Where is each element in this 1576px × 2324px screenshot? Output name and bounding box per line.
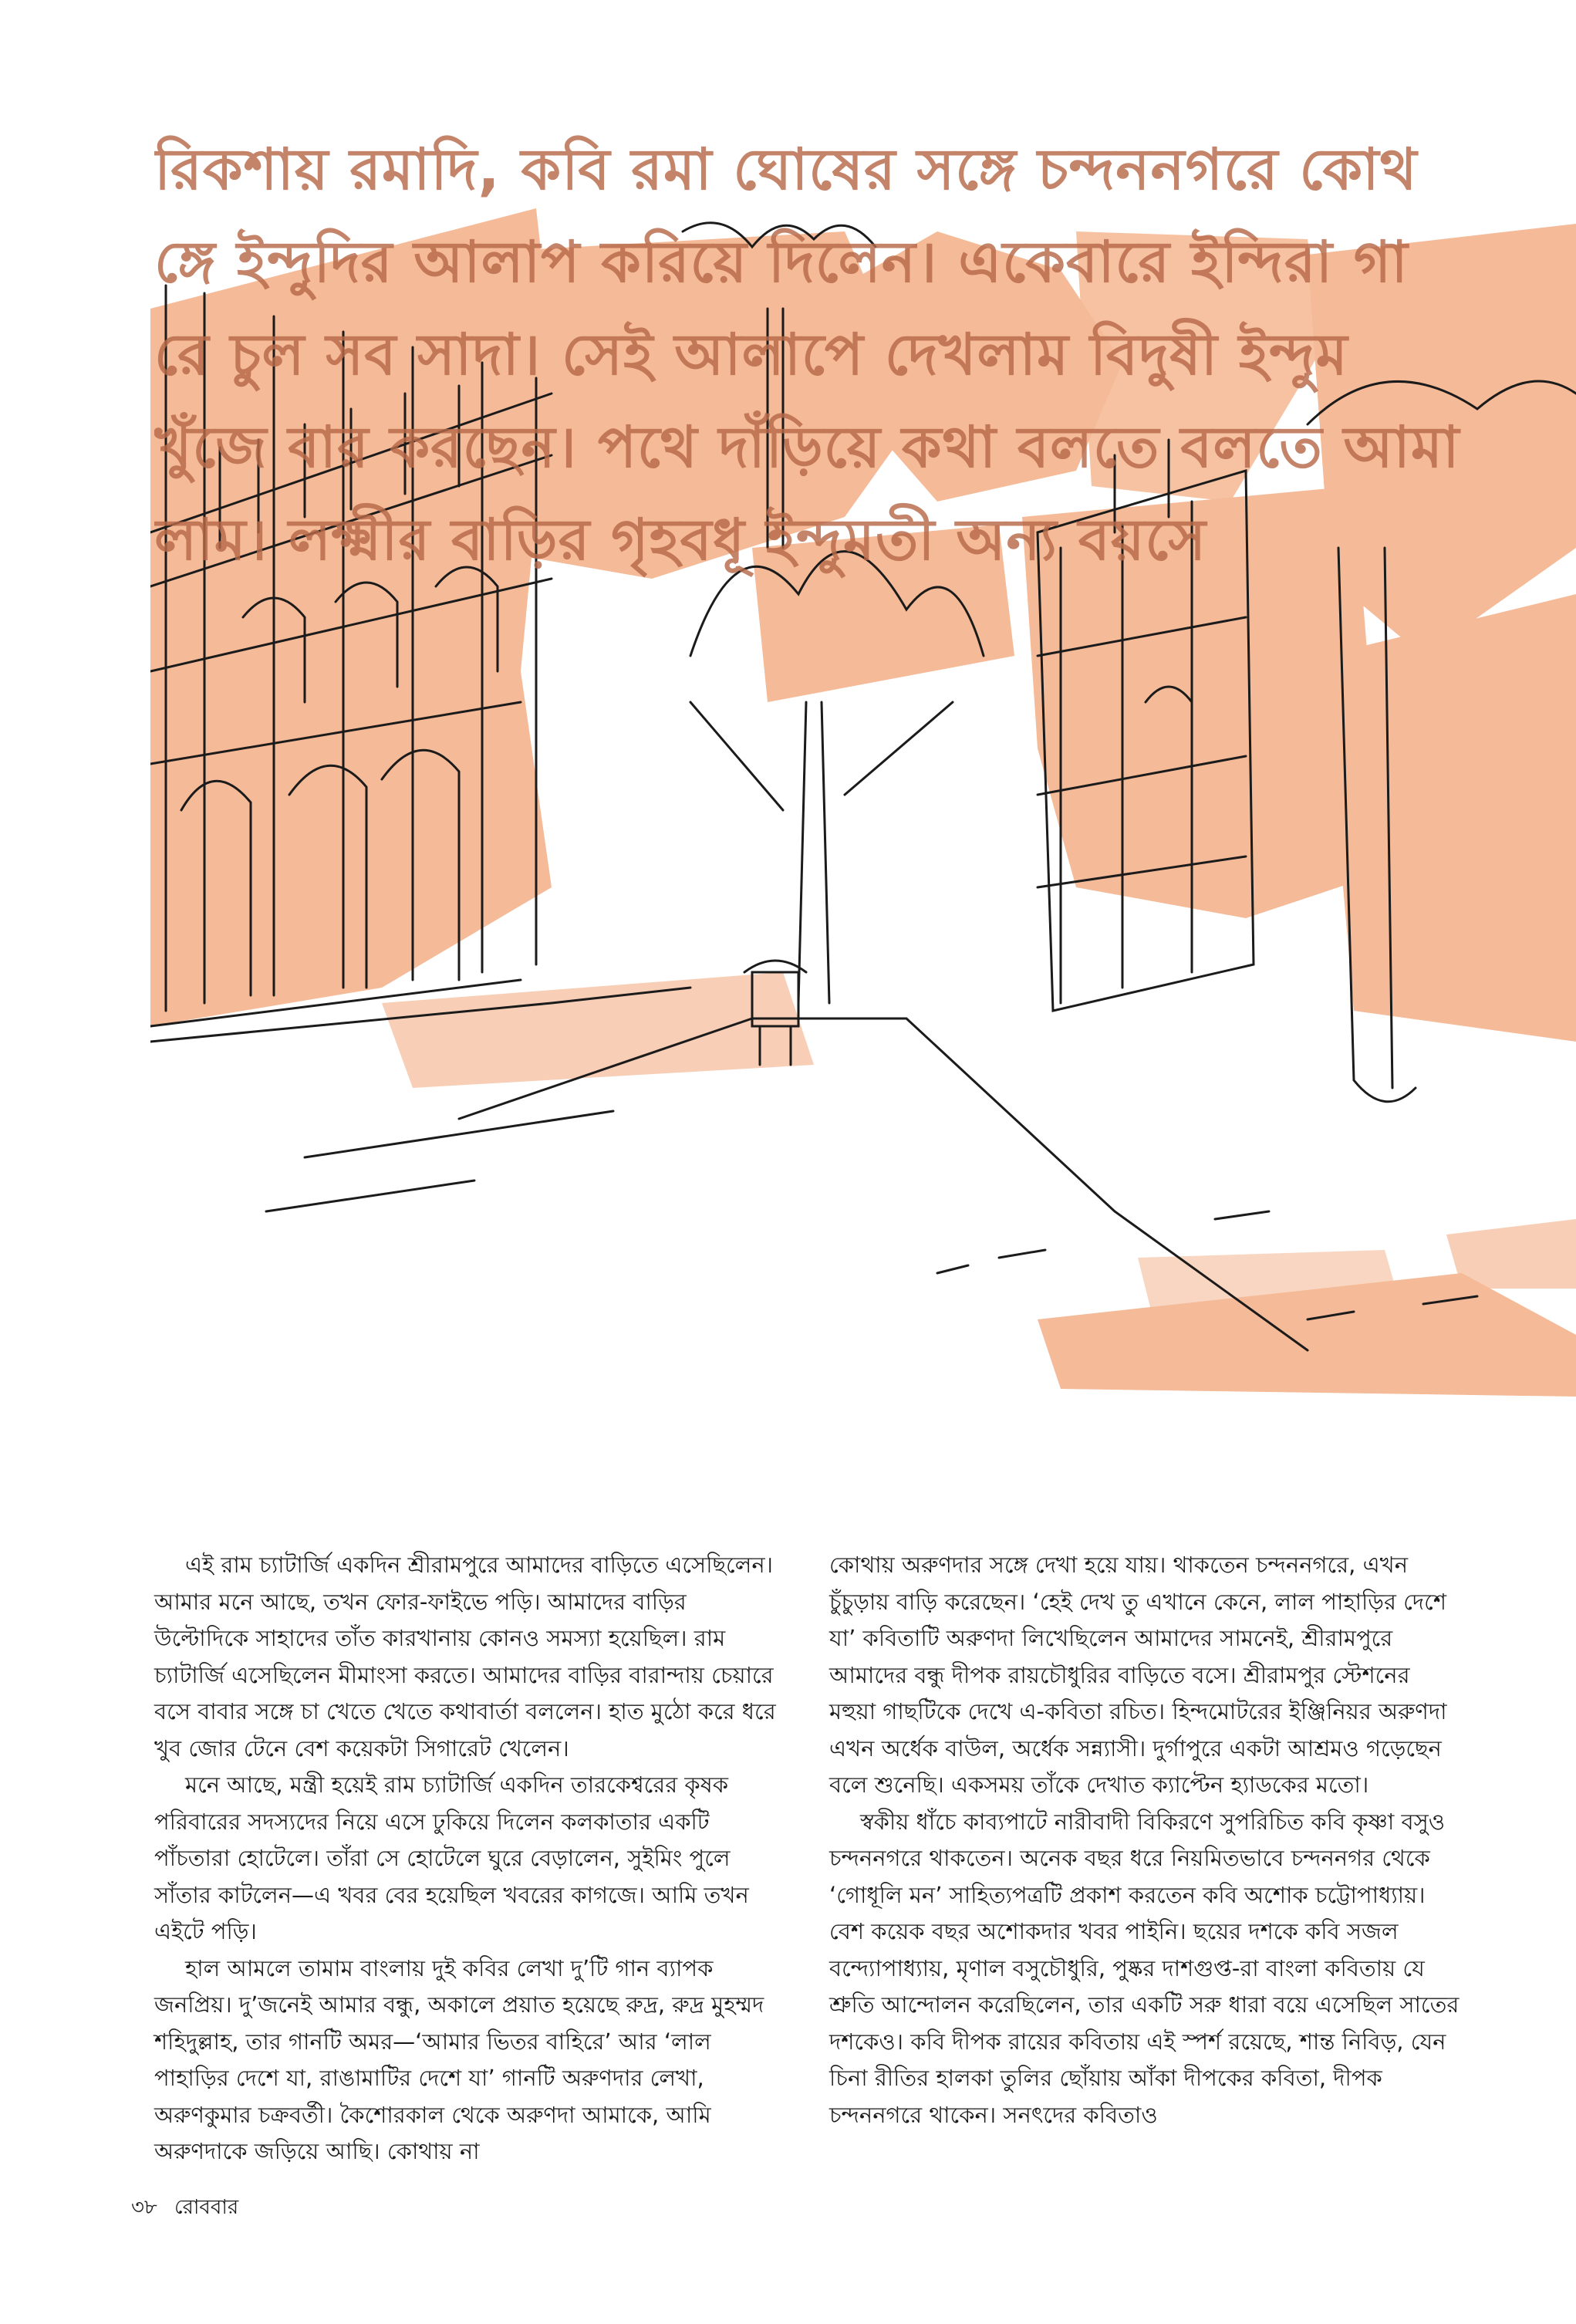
headline-line: ঙ্গে ইন্দুদির আলাপ করিয়ে দিলেন। একেবারে ইন্দিরা গা: [154, 229, 1409, 296]
headline-line: রিকশায় রমাদি, কবি রমা ঘোষের সঙ্গে চন্দননগরে কোথ: [154, 137, 1418, 203]
paragraph: স্বকীয় ধাঁচে কাব্যপাটে নারীবাদী বিকিরণে সুপরিচিত কবি কৃষ্ণা বসুও চন্দননগরে থাকতেন। অনেক বছর ধরে নিয়মিতভাবে চন্দননগর থেকে ‘গোধূলি মন’ সাহিত্যপত্রটি প্রকাশ করতেন কবি অশোক চট্টোপাধ্যায়। বেশ কয়েক বছর অশোকদার খবর পাইনি। ছয়ের দশকে কবি সজল বন্দ্যোপাধ্যায়, মৃণাল বসুচৌধুরি, পুষ্কর দাশগুপ্ত-রা বাংলা কবিতায় যে শ্রুতি আন্দোলন করেছিলেন, তার একটি সরু ধারা বয়ে এসেছিল সাতের দশকেও। কবি দীপক রায়ের কবিতায় এই স্পর্শ রয়েছে, শান্ত নিবিড়, যেন চিনা রীতির হালকা তুলির ছোঁয়ায় আঁকা দীপকের কবিতা, দীপক চন্দননগরে থাকেন। সনৎদের কবিতাও: [829, 1808, 1460, 2128]
page-number: ৩৮: [131, 2196, 157, 2219]
paragraph: কোথায় অরুণদার সঙ্গে দেখা হয়ে যায়। থাকতেন চন্দননগরে, এখন চুঁচুড়ায় বাড়ি করেছেন। ‘হেই দেখ তু এখানে কেনে, লাল পাহাড়ির দেশে যা’ কবিতাটি অরুণদা লিখেছিলেন আমাদের সামনেই, শ্রীরামপুরে আমাদের বন্ধু দীপক রায়চৌধুরির বাড়িতে বসে। শ্রীরামপুর স্টেশনের মহুয়া গাছটিকে দেখে এ-কবিতা রচিত। হিন্দমোটরের ইঞ্জিনিয়র অরুণদা এখন অর্ধেক বাউল, অর্ধেক সন্ন্যাসী। দুর্গাপুরে একটা আশ্রমও গড়েছেন বলে শুনেছি। একসময় তাঁকে দেখাত ক্যাপ্টেন হ্যাডকের মতো।: [829, 1552, 1447, 1798]
illustration-headline: [154, 123, 1576, 586]
headline-line: লাম। লক্ষ্মীর বাড়ির গৃহবধূ ইন্দুমতী অন্য বয়সে: [154, 507, 1207, 573]
paragraph: মনে আছে, মন্ত্রী হয়েই রাম চ্যাটার্জি একদিন তারকেশ্বরের কৃষক পরিবারের সদস্যদের নিয়ে এসে ঢুকিয়ে দিলেন কলকাতার একটি পাঁচতারা হোটেলে। তাঁরা সে হোটেলে ঘুরে বেড়ালেন, সুইমিং পুলে সাঁতার কাটলেন—এ খবর বের হয়েছিল খবরের কাগজে। আমি তখন এইটে পড়ি।: [154, 1772, 749, 1944]
paragraph: এই রাম চ্যাটার্জি একদিন শ্রীরামপুরে আমাদের বাড়িতে এসেছিলেন। আমার মনে আছে, তখন ফোর-ফাইভে পড়ি। আমাদের বাড়ির উল্টোদিকে সাহাদের তাঁত কারখানায় কোনও সমস্যা হয়েছিল। রাম চ্যাটার্জি এসেছিলেন মীমাংসা করতে। আমাদের বাড়ির বারান্দায় চেয়ারে বসে বাবার সঙ্গে চা খেতে খেতে কথাবার্তা বললেন। হাত মুঠো করে ধরে খুব জোর টেনে বেশ কয়েকটা সিগারেট খেলেন।: [154, 1552, 776, 1762]
paragraph: হাল আমলে তামাম বাংলায় দুই কবির লেখা দু’টি গান ব্যাপক জনপ্রিয়। দু’জনেই আমার বন্ধু, অকালে প্রয়াত হয়েছে রুদ্র, রুদ্র মুহম্মদ শহিদুল্লাহ, তার গানটি অমর—‘আমার ভিতর বাহিরে’ আর ‘লাল পাহাড়ির দেশে যা, রাঙামাটির দেশে যা’ গানটি অরুণদার লেখা, অরুণকুমার চক্রবর্তী। কৈশোরকাল থেকে অরুণদা আমাকে, আমি অরুণদাকে জড়িয়ে আছি। কোথায় না: [154, 1954, 764, 2164]
headline-line: খুঁজে বার করছেন। পথে দাঁড়িয়ে কথা বলতে বলতে আমা: [154, 414, 1460, 481]
right-text-column: [829, 1547, 1462, 2133]
left-text-column: [154, 1547, 787, 2170]
magazine-name: রোববার: [174, 2196, 239, 2219]
street-illustration: [150, 116, 1576, 1412]
page-folio: [131, 2191, 249, 2225]
headline-line: রে চুল সব সাদা। সেই আলাপে দেখলাম বিদুষী ইন্দুম: [154, 322, 1348, 388]
